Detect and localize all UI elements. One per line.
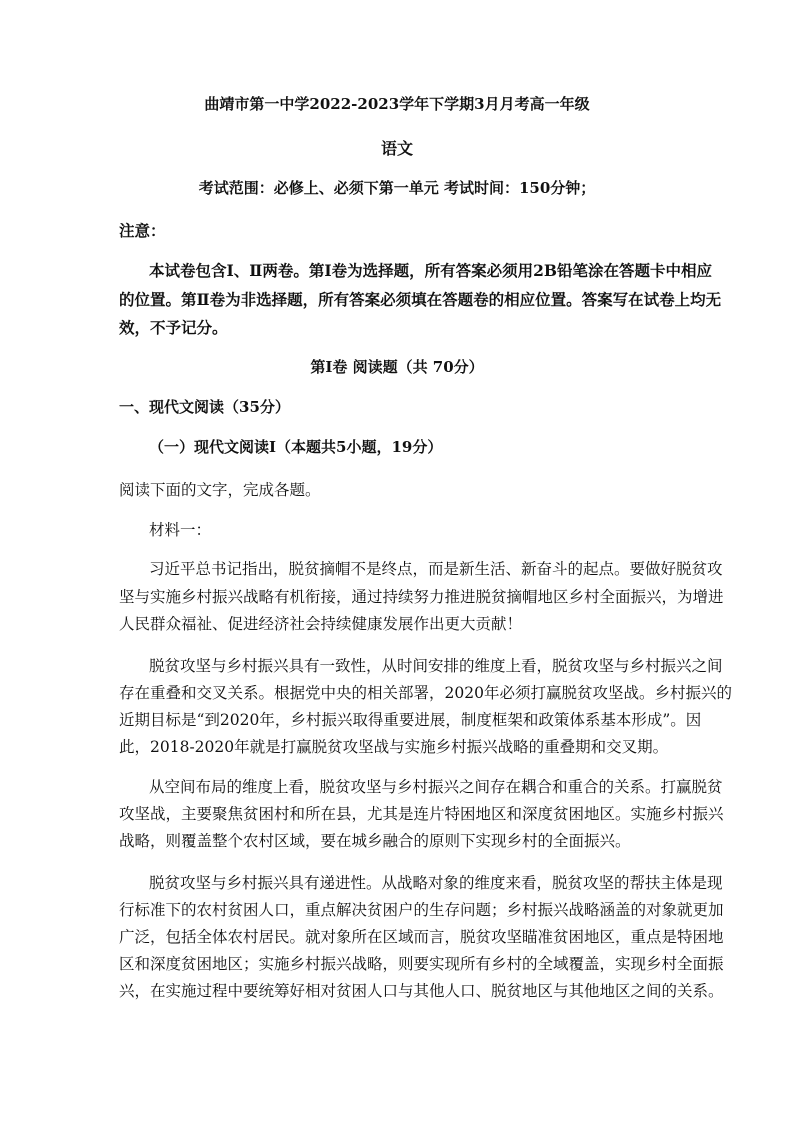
passage-line: 区和深度贫困地区；实施乡村振兴战略，则要实现所有乡村的全域覆盖，实现乡村全面振 (119, 955, 724, 973)
passage-line: 脱贫攻坚与乡村振兴具有递进性。从战略对象的维度来看，脱贫攻坚的帮扶主体是现 (149, 874, 723, 892)
instruction-text: 阅读下面的文字，完成各题。 (119, 481, 321, 499)
exam-title: 曲靖市第一中学2022-2023学年下学期3月月考高一年级 (204, 95, 590, 113)
passage-line: 人民群众福祉、促进经济社会持续健康发展作出更大贡献！ (119, 615, 523, 633)
section-heading: 一、现代文阅读（35分） (119, 398, 290, 416)
notice-line: 本试卷包含Ⅰ、Ⅱ两卷。第Ⅰ卷为选择题，所有答案必须用2B铅笔涂在答题卡中相应 (149, 261, 712, 280)
passage-line: 攻坚战，主要聚焦贫困村和所在县，尤其是连片特困地区和深度贫困地区。实施乡村振兴 (119, 805, 724, 823)
passage-line: 广泛，包括全体农村居民。就对象所在区域而言，脱贫攻坚瞄准贫困地区，重点是特困地 (119, 928, 724, 946)
notice-line: 的位置。第Ⅱ卷为非选择题，所有答案必须填在答题卷的相应位置。答案写在试卷上均无 (119, 290, 722, 309)
subsection-heading: （一）现代文阅读Ⅰ（本题共5小题，19分） (149, 438, 443, 456)
passage-line: 从空间布局的维度上看，脱贫攻坚与乡村振兴之间存在耦合和重合的关系。打赢脱贫 (149, 778, 723, 796)
passage-line: 战略，则覆盖整个农村区域，要在城乡融合的原则下实现乡村的全面振兴。 (119, 832, 631, 850)
part-heading: 第Ⅰ卷 阅读题（共 70分） (310, 358, 484, 376)
exam-scope: 考试范围：必修上、必须下第一单元 考试时间：150分钟； (198, 179, 596, 197)
passage-line: 脱贫攻坚与乡村振兴具有一致性，从时间安排的维度上看，脱贫攻坚与乡村振兴之间 (149, 657, 723, 675)
passage-line: 习近平总书记指出，脱贫摘帽不是终点，而是新生活、新奋斗的起点。要做好脱贫攻 (149, 560, 723, 578)
passage-line: 行标准下的农村贫困人口，重点解决贫困户的生存问题；乡村振兴战略涵盖的对象就更加 (119, 901, 724, 919)
passage-line: 兴，在实施过程中要统筹好相对贫困人口与其他人口、脱贫地区与其他地区之间的关系。 (119, 982, 724, 1000)
subject-title: 语文 (380, 139, 413, 158)
passage-line: 存在重叠和交叉关系。根据党中央的相关部署，2020年必须打赢脱贫攻坚战。乡村振兴的 (119, 684, 732, 702)
passage-line: 坚与实施乡村振兴战略有机衔接，通过持续努力推进脱贫摘帽地区乡村全面振兴，为增进 (119, 588, 724, 606)
material-label: 材料一： (149, 521, 212, 539)
passage-line: 近期目标是“到2020年，乡村振兴取得重要进展，制度框架和政策体系基本形成”。因 (119, 711, 702, 729)
notice-label: 注意： (119, 221, 166, 240)
notice-line: 效，不予记分。 (119, 318, 228, 337)
passage-line: 此，2018-2020年就是打赢脱贫攻坚战与实施乡村振兴战略的重叠期和交叉期。 (119, 738, 669, 756)
